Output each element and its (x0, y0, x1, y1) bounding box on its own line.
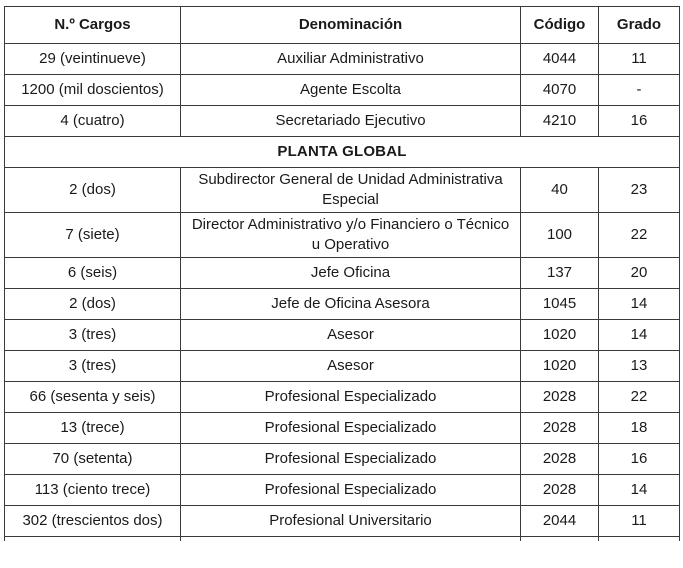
cell-cargos: 2 (dos) (5, 289, 181, 320)
cell-continuation (599, 537, 680, 542)
section-row (5, 137, 680, 168)
cell-grado: 18 (599, 413, 680, 444)
cell-cargos: 29 (veintinueve) (5, 44, 181, 75)
cell-denominacion: Subdirector General de Unidad Administrativa Especial (181, 168, 521, 213)
cell-codigo: 1020 (521, 351, 599, 382)
cell-codigo: 2028 (521, 382, 599, 413)
cargos-table-container (4, 6, 679, 541)
cell-denominacion: Profesional Especializado (181, 382, 521, 413)
cell-codigo: 2044 (521, 506, 599, 537)
cell-denominacion: Profesional Especializado (181, 444, 521, 475)
cell-denominacion: Asesor (181, 351, 521, 382)
cell-codigo: 4210 (521, 106, 599, 137)
table-row (5, 413, 680, 444)
cell-cargos: 66 (sesenta y seis) (5, 382, 181, 413)
cell-denominacion: Asesor (181, 320, 521, 351)
cell-grado: 20 (599, 258, 680, 289)
cell-codigo: 137 (521, 258, 599, 289)
cell-denominacion: Agente Escolta (181, 75, 521, 106)
cell-grado: 14 (599, 289, 680, 320)
cell-continuation (521, 537, 599, 542)
cell-denominacion: Profesional Especializado (181, 475, 521, 506)
cell-cargos: 2 (dos) (5, 168, 181, 213)
cell-denominacion: Secretariado Ejecutivo (181, 106, 521, 137)
cell-grado: 14 (599, 320, 680, 351)
cell-grado: 22 (599, 213, 680, 258)
cargos-table (4, 6, 680, 541)
cell-continuation (5, 537, 181, 542)
cell-codigo: 40 (521, 168, 599, 213)
cell-cargos: 6 (seis) (5, 258, 181, 289)
header-cargos: N.º Cargos (5, 7, 181, 44)
table-row (5, 444, 680, 475)
table-row-continuation (5, 537, 680, 542)
cell-cargos: 302 (trescientos dos) (5, 506, 181, 537)
cell-denominacion: Jefe de Oficina Asesora (181, 289, 521, 320)
cell-codigo: 1020 (521, 320, 599, 351)
header-grado: Grado (599, 7, 680, 44)
table-row (5, 258, 680, 289)
cell-cargos: 13 (trece) (5, 413, 181, 444)
cell-codigo: 4070 (521, 75, 599, 106)
table-row (5, 475, 680, 506)
cell-grado: 23 (599, 168, 680, 213)
table-row (5, 75, 680, 106)
table-row (5, 320, 680, 351)
section-title: PLANTA GLOBAL (5, 137, 680, 168)
cell-codigo: 1045 (521, 289, 599, 320)
cell-denominacion: Profesional Universitario (181, 506, 521, 537)
cell-grado: 14 (599, 475, 680, 506)
table-row (5, 506, 680, 537)
cell-codigo: 100 (521, 213, 599, 258)
cell-denominacion: Auxiliar Administrativo (181, 44, 521, 75)
cell-grado: 16 (599, 444, 680, 475)
table-row (5, 44, 680, 75)
cell-codigo: 4044 (521, 44, 599, 75)
cell-codigo: 2028 (521, 413, 599, 444)
cell-grado: 13 (599, 351, 680, 382)
table-row (5, 351, 680, 382)
cell-grado: 11 (599, 44, 680, 75)
header-row (5, 7, 680, 44)
cell-continuation (181, 537, 521, 542)
table-row (5, 213, 680, 258)
cell-cargos: 3 (tres) (5, 351, 181, 382)
cell-denominacion: Director Administrativo y/o Financiero o Técnico u Operativo (181, 213, 521, 258)
cell-cargos: 7 (siete) (5, 213, 181, 258)
cell-denominacion: Profesional Especializado (181, 413, 521, 444)
cell-grado: - (599, 75, 680, 106)
cell-cargos: 113 (ciento trece) (5, 475, 181, 506)
cell-cargos: 70 (setenta) (5, 444, 181, 475)
table-row (5, 106, 680, 137)
table-row (5, 289, 680, 320)
cell-codigo: 2028 (521, 475, 599, 506)
header-denominacion: Denominación (181, 7, 521, 44)
cell-codigo: 2028 (521, 444, 599, 475)
cell-cargos: 4 (cuatro) (5, 106, 181, 137)
cell-cargos: 3 (tres) (5, 320, 181, 351)
header-codigo: Código (521, 7, 599, 44)
cell-cargos: 1200 (mil doscientos) (5, 75, 181, 106)
cell-grado: 11 (599, 506, 680, 537)
cell-denominacion: Jefe Oficina (181, 258, 521, 289)
cell-grado: 16 (599, 106, 680, 137)
table-row (5, 382, 680, 413)
cell-grado: 22 (599, 382, 680, 413)
table-row (5, 168, 680, 213)
